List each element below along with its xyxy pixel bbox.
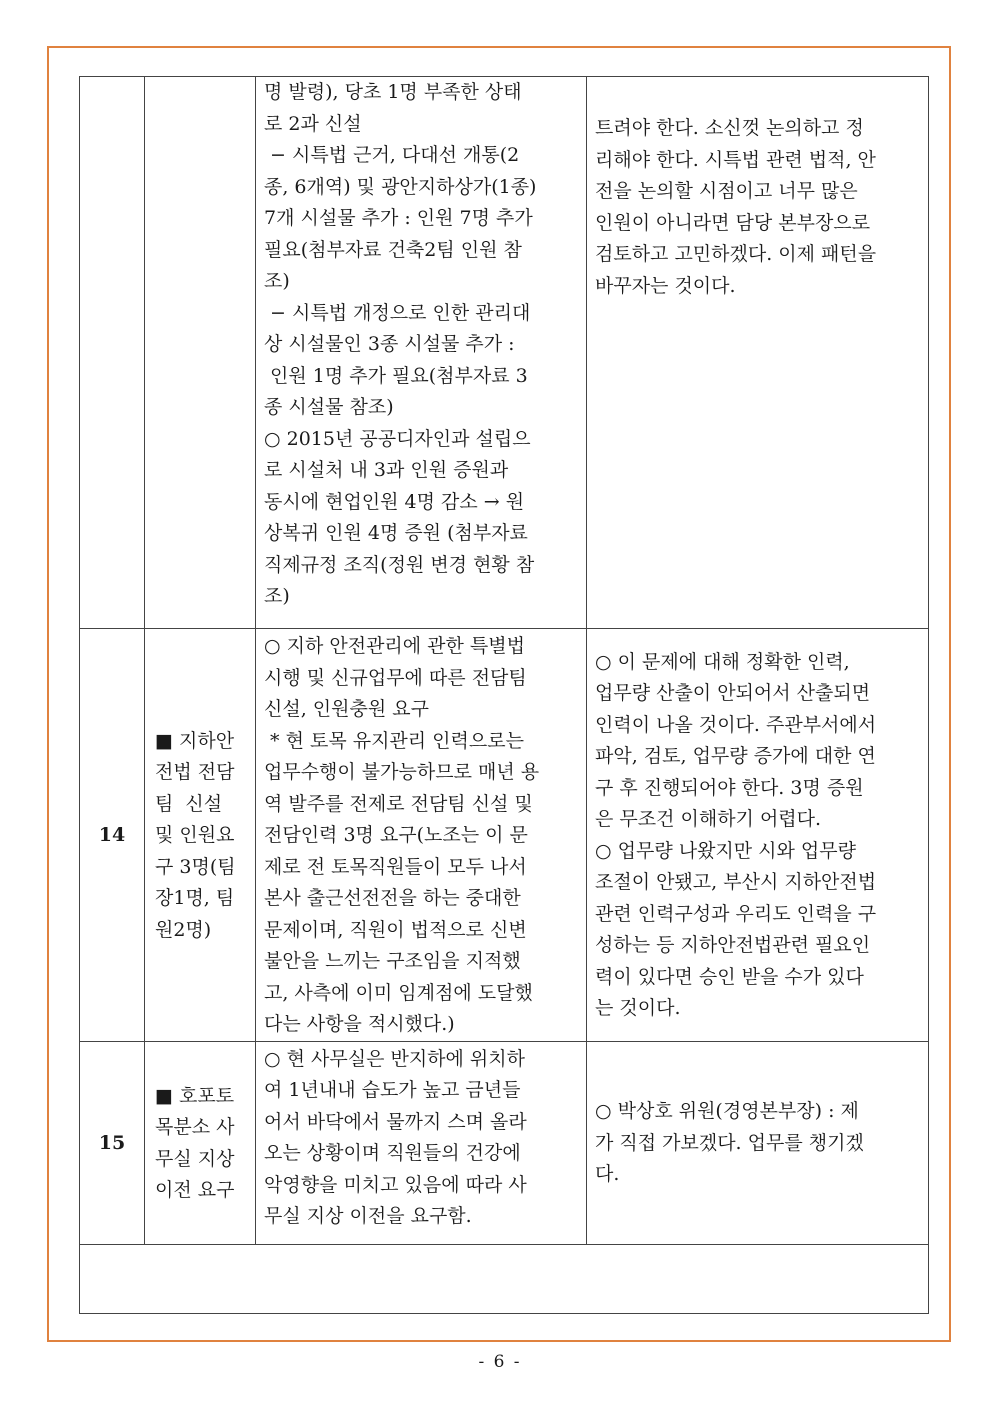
details-line: 조) — [264, 585, 290, 607]
details-line: − 시특법 개정으로 인한 관리대 — [264, 301, 531, 324]
response-line: 검토하고 고민하겠다. 이제 패턴을 — [595, 243, 877, 265]
response-line: 성하는 등 지하안전법관련 필요인 — [595, 934, 871, 957]
agenda-line: 팀 신설 — [155, 792, 223, 815]
agenda-line: 전법 전담 — [155, 761, 235, 783]
response-line: 바꾸자는 것이다. — [595, 274, 736, 297]
details-line: 시행 및 신규업무에 따른 전담팀 — [264, 666, 527, 689]
response-line: 인력이 나올 것이다. 주관부서에서 — [595, 713, 877, 736]
response-line: 관련 인력구성과 우리도 인력을 구 — [595, 902, 877, 925]
response-line: 구 후 진행되어야 한다. 3명 증원 — [595, 776, 864, 799]
response-line: 트려야 한다. 소신껏 논의하고 정 — [595, 117, 864, 139]
details-line: 어서 바닥에서 물까지 스며 올라 — [264, 1110, 527, 1133]
details-line: 신설, 인원충원 요구 — [264, 698, 429, 720]
agenda-line: 장1명, 팀 — [155, 887, 235, 909]
details-line: ○ 현 사무실은 반지하에 위치하 — [264, 1047, 525, 1070]
agenda-line: ■ 지하안 — [155, 729, 235, 752]
details-cell — [256, 77, 587, 629]
agenda-line: 무실 지상 — [155, 1147, 235, 1170]
agenda-cell — [145, 77, 256, 629]
details-line: 동시에 현업인원 4명 감소 → 원 — [264, 490, 525, 513]
minutes-table — [79, 76, 929, 1314]
details-line: 로 시설처 내 3과 인원 증원과 — [264, 459, 509, 481]
details-cell — [256, 1041, 587, 1244]
table-row-14 — [80, 629, 929, 1042]
details-line: − 시특법 근거, 다대선 개통(2 — [264, 144, 520, 166]
page-number: - 6 - — [478, 1352, 522, 1372]
response-line: 조절이 안됐고, 부산시 지하안전법 — [595, 871, 877, 894]
row-number: 15 — [98, 1131, 126, 1154]
row-number-cell — [80, 77, 145, 629]
response-cell — [587, 629, 929, 1042]
details-line: 전담인력 3명 요구(노조는 이 문 — [264, 824, 528, 846]
response-line: 전을 논의할 시점이고 너무 많은 — [595, 180, 858, 202]
details-line: 불안을 느끼는 구조임을 지적했 — [264, 950, 521, 972]
table-row-continued — [80, 77, 929, 629]
agenda-line: 이전 요구 — [155, 1179, 235, 1201]
response-cell — [587, 77, 929, 629]
details-line: 제로 전 토목직원들이 모두 나서 — [264, 855, 527, 878]
details-line: 7개 시설물 추가 : 인원 7명 추가 — [264, 207, 533, 229]
details-line: 필요(첨부자료 건축2팀 인원 참 — [264, 238, 522, 261]
agenda-line: ■ 호포토 — [155, 1084, 235, 1107]
details-line: 다는 사항을 적시했다.) — [264, 1013, 455, 1035]
details-line: 무실 지상 이전을 요구함. — [264, 1205, 472, 1227]
response-line: ○ 업무량 나왔지만 시와 업무량 — [595, 839, 856, 862]
response-line: 다. — [595, 1163, 620, 1186]
agenda-line: 목분소 사 — [155, 1116, 235, 1138]
details-line: 업무수행이 불가능하므로 매년 용 — [264, 761, 540, 783]
details-line: 오는 상황이며 직원들의 건강에 — [264, 1142, 521, 1164]
details-line: 본사 출근선전전을 하는 중대한 — [264, 887, 521, 909]
response-line: 리해야 한다. 시특법 관련 법적, 안 — [595, 148, 876, 171]
response-line: ○ 이 문제에 대해 정확한 인력, — [595, 650, 850, 673]
response-line: ○ 박상호 위원(경영본부장) : 제 — [595, 1100, 859, 1123]
table-row-empty — [80, 1244, 929, 1313]
details-line: 악영향을 미치고 있음에 따라 사 — [264, 1173, 527, 1196]
row-number-cell — [80, 1041, 145, 1244]
response-line: 업무량 산출이 안되어서 산출되면 — [595, 682, 871, 705]
details-line: 문제이며, 직원이 법적으로 신변 — [264, 918, 527, 941]
agenda-line: 구 3명(팀 — [155, 855, 236, 878]
row-number: 14 — [98, 823, 126, 846]
row-number-cell — [80, 629, 145, 1042]
agenda-line: 및 인원요 — [155, 824, 235, 846]
details-line: ○ 지하 안전관리에 관한 특별법 — [264, 635, 525, 657]
response-line: 력이 있다면 승인 받을 수가 있다 — [595, 965, 864, 988]
details-line: * 현 토목 유지관리 인력으로는 — [264, 729, 524, 752]
response-line: 은 무조건 이해하기 어렵다. — [595, 808, 822, 831]
details-line: 상 시설물인 3종 시설물 추가 : — [264, 333, 515, 355]
details-line: 로 2과 신설 — [264, 112, 362, 135]
details-line: 상복귀 인원 4명 증원 (첨부자료 — [264, 522, 528, 544]
response-line: 가 직접 가보겠다. 업무를 챙기겠 — [595, 1131, 864, 1154]
details-line: 명 발령), 당초 1명 부족한 상태 — [264, 81, 522, 103]
details-line: 역 발주를 전제로 전담팀 신설 및 — [264, 792, 533, 815]
details-line: 조) — [264, 270, 290, 292]
empty-cell — [80, 1244, 929, 1313]
response-line: 인원이 아니라면 담당 본부장으로 — [595, 211, 871, 234]
details-line: 고, 사측에 이미 임계점에 도달했 — [264, 981, 533, 1004]
response-line: 파악, 검토, 업무량 증가에 대한 연 — [595, 745, 876, 768]
details-line: 여 1년내내 습도가 높고 금년들 — [264, 1079, 521, 1101]
response-line: 는 것이다. — [595, 997, 681, 1020]
details-line: 종, 6개역) 및 광안지하상가(1종) — [264, 175, 537, 198]
agenda-cell — [145, 1041, 256, 1244]
details-line: 종 시설물 참조) — [264, 396, 394, 418]
agenda-cell — [145, 629, 256, 1042]
details-line: 인원 1명 추가 필요(첨부자료 3 — [264, 364, 528, 387]
agenda-line: 원2명) — [155, 918, 212, 941]
details-line: ○ 2015년 공공디자인과 설립으 — [264, 427, 531, 450]
details-cell — [256, 629, 587, 1042]
details-line: 직제규정 조직(정원 변경 현황 참 — [264, 553, 535, 576]
response-cell — [587, 1041, 929, 1244]
table-row-15 — [80, 1041, 929, 1244]
